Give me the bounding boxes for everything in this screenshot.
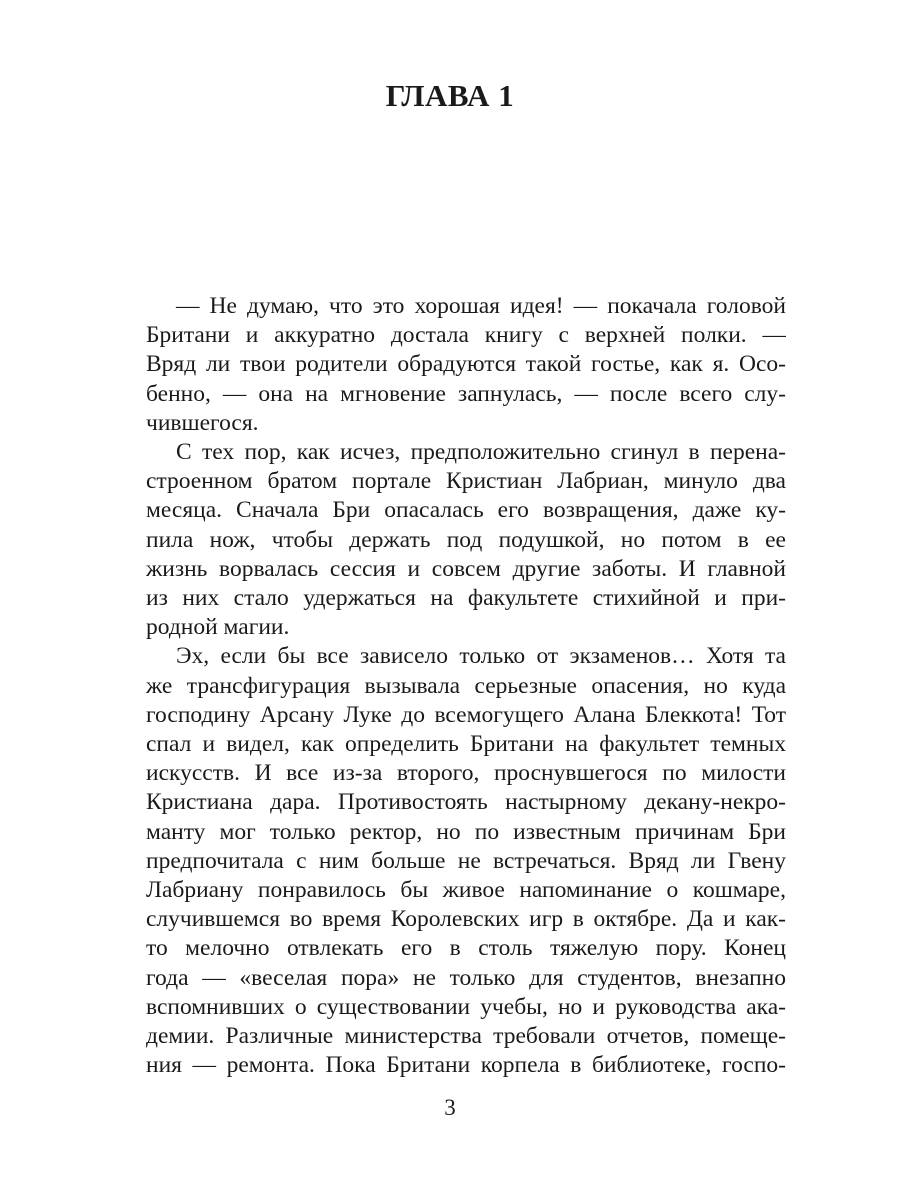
text-line: Лабриану понравилось бы живое напоминание о кошмаре,	[146, 877, 786, 904]
text-line: — Не думаю, что это хорошая идея! — покачала головой	[176, 293, 786, 319]
text-line: манту мог только ректор, но по известным причинам Бри	[146, 818, 786, 845]
text-line: строенном братом портале Кристиан Лабриан, минуло два	[146, 468, 786, 495]
text-line: господину Арсану Луке до всемогущего Алана Блеккота! Тот	[146, 701, 786, 728]
text-line: спал и видел, как определить Британи на факультет темных	[146, 731, 786, 758]
text-line: из них стало удержаться на факультете стихийной и при-	[146, 585, 786, 612]
text-line: искусств. И все из-за второго, проснувшегося по милости	[146, 760, 786, 787]
text-line: то мелочно отвлекать его в столь тяжелую пору. Конец	[146, 935, 786, 962]
text-line: предпочитала с ним больше не встречаться. Вряд ли Гвену	[146, 847, 786, 874]
chapter-title: ГЛАВА 1	[385, 78, 515, 113]
text-line: жизнь ворвалась сессия и совсем другие заботы. И главной	[146, 555, 786, 582]
text-line: С тех пор, как исчез, предположительно сгинул в перена-	[176, 439, 786, 466]
text-line: ния — ремонта. Пока Британи корпела в библиотеке, госпо-	[146, 1052, 786, 1079]
text-line: бенно, — она на мгновение запнулась, — после всего слу-	[146, 380, 786, 407]
text-line: пила нож, чтобы держать под подушкой, но потом в ее	[146, 526, 786, 553]
text-line: Британи и аккуратно достала книгу с верхней полки. —	[146, 322, 786, 349]
text-line: года — «веселая пора» не только для студентов, внезапно	[146, 964, 786, 991]
text-line: же трансфигурация вызывала серьезные опасения, но куда	[146, 672, 786, 699]
text-line: случившемся во время Королевских игр в октябре. Да и как-	[146, 906, 786, 933]
text-line: месяца. Сначала Бри опасалась его возвращения, даже ку-	[146, 497, 786, 524]
page-number: 3	[444, 1095, 456, 1120]
body-text	[146, 292, 786, 1080]
text-line: вспомнивших о существовании учебы, но и руководства ака-	[146, 993, 786, 1020]
text-line: демии. Различные министерства требовали отчетов, помеще-	[146, 1023, 786, 1050]
text-line: Вряд ли твои родители обрадуются такой гостье, как я. Осо-	[146, 351, 786, 378]
text-line: родной магии.	[146, 614, 290, 641]
text-line: Эх, если бы все зависело только от экзаменов… Хотя та	[176, 643, 786, 670]
text-line: чившегося.	[146, 409, 259, 436]
text-line: Кристиана дара. Противостоять настырному декану-некро-	[146, 789, 786, 816]
